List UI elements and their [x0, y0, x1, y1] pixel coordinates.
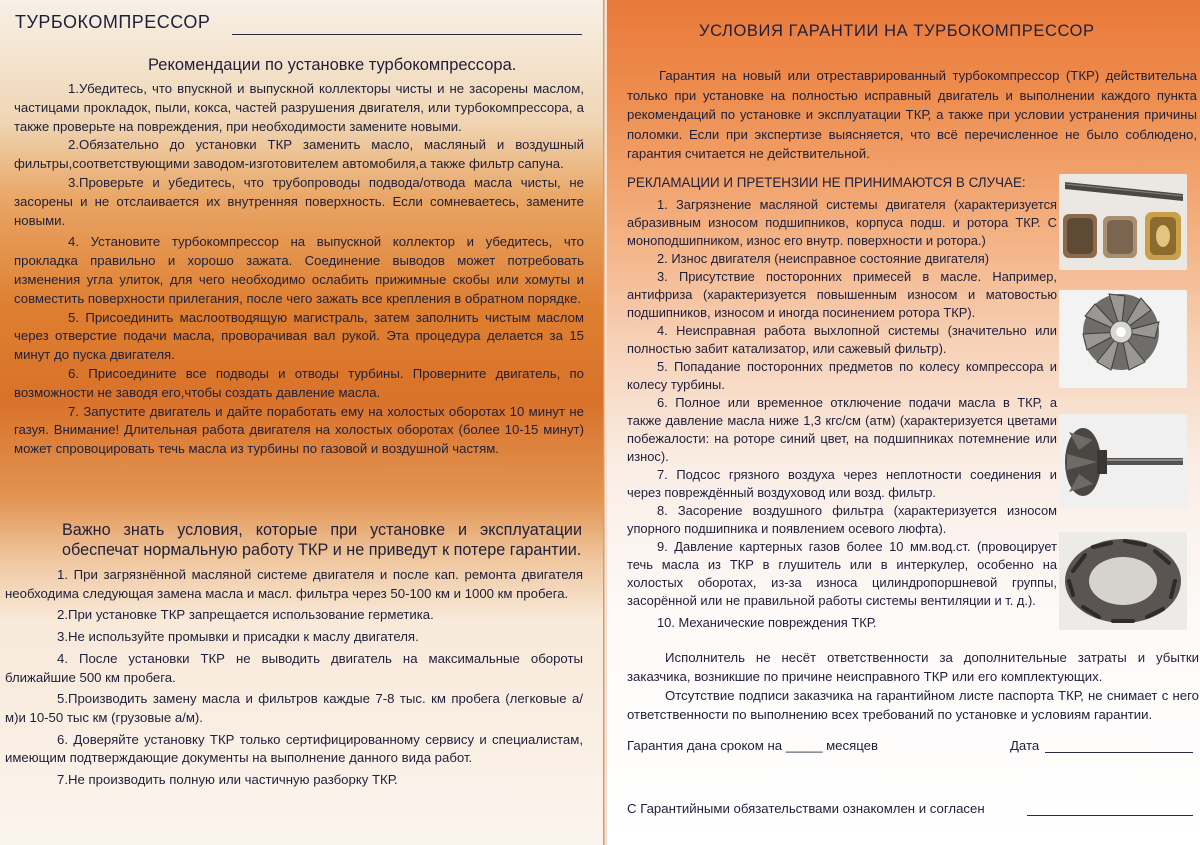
recommendation-item: 3.Проверьте и убедитесь, что трубопроводы подвода/отвода масла чисты, не засорены и не отслаивается их внутренняя поверхность. Если сомневаетесь, замените новыми. [14, 174, 584, 228]
claim-item: 8. Засорение воздушного фильтра (характеризуется износом упорного подшипника и появлением осевого люфта). [627, 503, 1057, 536]
signature-field[interactable] [1027, 815, 1193, 816]
condition-item: 3.Не используйте промывки и присадки к маслу двигателя. [57, 629, 419, 645]
claim-item: 7. Подсос грязного воздуха через неплотности соединения и через повреждённый воздуховод или возд. фильтр. [627, 467, 1057, 500]
warranty-intro-text: Гарантия на новый или отреставрированный турбокомпрессор (ТКР) действительна только при установке на полностью исправный двигатель и выполнении каждого пункта рекомендаций по установке и эксплуатации ТКР, а также при условии устранения причины поломки. Если при экспертизе выясняется, что всё перечисленное не было соблюдено, гарантия считается не действительной. [627, 68, 1197, 161]
claim-item: 10. Механические повреждения ТКР. [657, 615, 877, 630]
signature-note: Отсутствие подписи заказчика на гарантийном листе паспорта ТКР, не снимает с него ответственности по выполнению всех требований по установке и условиям гарантии. [627, 688, 1199, 722]
page-title-left: ТУРБОКОМПРЕССОР [15, 12, 211, 32]
condition-item: 4. После установки ТКР не выводить двигатель на максимальные обороты ближайшие 500 км пробега. [5, 650, 583, 685]
recommendation-item: 6. Присоедините все подводы и отводы турбины. Проверните двигатель, по возможности не заводя его,чтобы создать давление масла. [14, 365, 584, 400]
turbine-shaft-icon [1059, 414, 1187, 508]
claim-item: 4. Неисправная работа выхлопной системы (значительно или полностью забит катализатор, или сажевый фильтр). [627, 323, 1057, 356]
claim-item: 2. Износ двигателя (неисправное состояние двигателя) [657, 251, 990, 266]
turbine-shaft-photo [1059, 414, 1187, 508]
date-field[interactable] [1045, 752, 1193, 753]
compressor-wheel-icon [1059, 290, 1187, 388]
recommendations-list [14, 80, 584, 459]
recommendation-item: 2.Обязательно до установки ТКР заменить масло, масляный и воздушный фильтры,соответствующими заводом-изготовителем автомобиля,а также фильтр сапуна. [14, 137, 584, 172]
bearings-photo [1059, 174, 1187, 270]
liability-section [627, 648, 1199, 724]
conditions-list [5, 566, 583, 793]
claims-heading: РЕКЛАМАЦИИ И ПРЕТЕНЗИИ НЕ ПРИНИМАЮТСЯ В СЛУЧАЕ: [627, 175, 1026, 190]
condition-item: 7.Не производить полную или частичную разборку ТКР. [57, 772, 398, 788]
claim-item: 6. Полное или временное отключение подачи масла в ТКР, а также давление масла ниже 1,3 кгс/см (атм) (характеризуется цветами побежалости: на роторе синий цвет, на подшипниках потемнение или износ). [627, 395, 1057, 464]
claim-item: 9. Давление картерных газов более 10 мм.вод.ст. (провоцирует течь масла из ТКР в глушитель или в интеркулер, особенно на холостых оборотах, из-за износа цилиндропоршневой группы, засорённой или не правильной работы системы вентиляции и т. д.). [627, 539, 1057, 608]
condition-item: 5.Производить замену масла и фильтров каждые 7-8 тыс. км пробега (легковые а/м)и 10-50 тыс км (грузовые а/м). [5, 691, 583, 725]
warranty-term-field[interactable]: _____ [785, 738, 823, 753]
agreement-label: С Гарантийными обязательствами ознакомлен и согласен [627, 801, 985, 816]
warranty-intro [627, 66, 1197, 164]
liability-text: Исполнитель не несёт ответственности за дополнительные затраты и убытки заказчика, возникшие по причине неисправного ТКР или его комплектующих. [627, 650, 1199, 684]
warranty-term-label: Гарантия дана сроком на [627, 738, 783, 753]
recommendation-item: 5. Присоединить маслоотводящую магистраль, затем заполнить чистым маслом через отверстие подачи масла, проворачивая вал рукой. Эта процедура делается за 15 минут до пуска двигателя. [14, 309, 584, 363]
recommendations-heading: Рекомендации по установке турбокомпрессора. [148, 56, 517, 74]
right-page [607, 0, 1200, 845]
condition-item: 1. При загрязнённой масляной системе двигателя и после кап. ремонта двигателя необходима следующая замена масла и масл. фильтра через 50-100 км и 1000 км пробега. [5, 567, 583, 601]
warranty-term-row [627, 738, 878, 753]
compressor-wheel-photo [1059, 290, 1187, 388]
nozzle-ring-photo [1059, 532, 1187, 630]
condition-item: 2.При установке ТКР запрещается использование герметика. [57, 607, 434, 623]
claim-item: 1. Загрязнение масляной системы двигателя (характеризуется абразивным износом подшипников, корпуса подш. и ротора ТКР. С моноподшипником, износ его внутр. поверхности и ротора.) [627, 197, 1057, 248]
condition-item: 6. Доверяйте установку ТКР только сертифицированному сервису и специалистам, имеющим подтверждающие документы на выполнение данного вида работ. [5, 731, 583, 766]
title-underline [232, 34, 582, 35]
date-label: Дата [1010, 738, 1040, 753]
nozzle-ring-icon [1059, 532, 1187, 630]
bearings-icon [1059, 174, 1187, 270]
claim-item: 3. Присутствие посторонних примесей в масле. Например, антифриза (характеризуется повышенным износом и матовостью подшипников, износом и иногда посинением ротора ТКР). [627, 269, 1057, 320]
warranty-term-unit: месяцев [826, 738, 878, 753]
recommendation-item: 7. Запустите двигатель и дайте поработать ему на холостых оборотах 10 минут не газуя. Внимание! Длительная работа двигателя на холостых оборотах (более 10-15 минут) может спровоцировать течь масла из турбины по газовой и воздушной частям. [14, 403, 584, 457]
claim-item: 5. Попадание посторонних предметов по колесу компрессора и колесу турбины. [627, 359, 1057, 392]
page-title-right: УСЛОВИЯ ГАРАНТИИ НА ТУРБОКОМПРЕССОР [699, 22, 1095, 40]
claims-list [627, 196, 1057, 632]
recommendation-item: 4. Установите турбокомпрессор на выпускной коллектор и убедитесь, что прокладка правильно и хорошо зажата. Соединение выводов может потребовать изменения угла улиток, для чего необходимо ослабить прижимные скобы или хомуты и совместить поверхности прилегания, после чего зажать все крепления в обратном порядке. [14, 234, 584, 306]
important-note: Важно знать условия, которые при установке и эксплуатации обеспечат нормальную работу ТКР и не приведут к потере гарантии. [62, 521, 582, 559]
recommendation-item: 1.Убедитесь, что впускной и выпускной коллекторы чисты и не засорены маслом, частицами прокладок, пыли, кокса, частей разрушения двигателя, или турбокомпрессора, а также проверьте на повреждения, при необходимости замените новыми. [14, 81, 584, 134]
